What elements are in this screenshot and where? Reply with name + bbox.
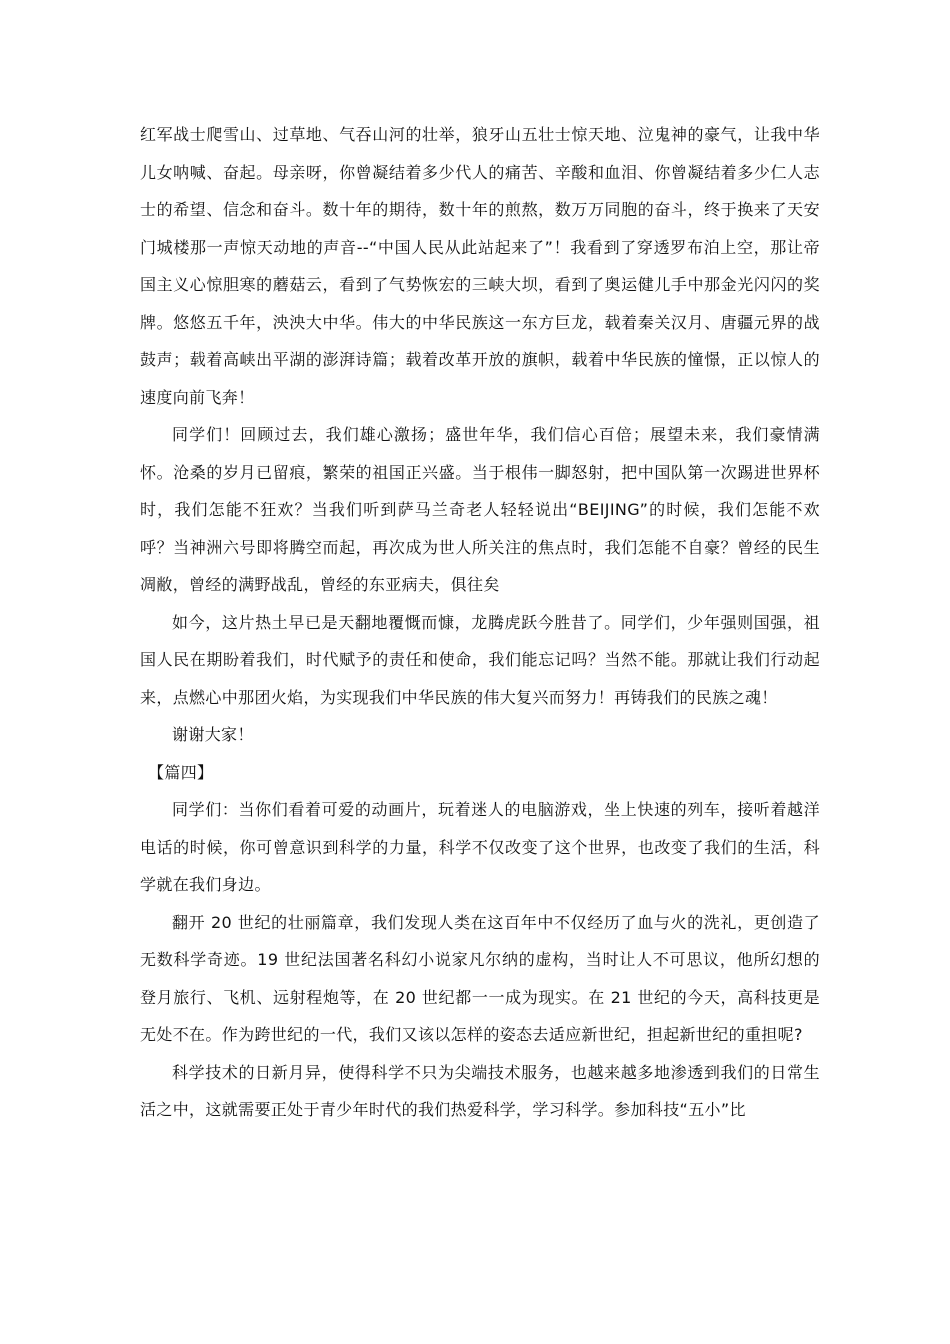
paragraph-thanks: 谢谢大家！ <box>172 725 254 744</box>
section-title: 【篇四】 <box>148 762 214 782</box>
paragraph-science-daily-life: 科学技术的日新月异，使得科学不只为尖端技术服务，也越来越多地渗透到我们的日常生活之中，这就需要正处于青少年时代的我们热爱科学，学习科学。参加科技“五小”比 <box>140 1062 820 1119</box>
paragraph-nowadays: 如今，这片热土早已是天翻地覆慨而慷，龙腾虎跃今胜昔了。同学们，少年强则国强，祖国人民在期盼着我们，时代赋予的责任和使命，我们能忘记吗？当然不能。那就让我们行动起来，点燃心中那团火焰，为实现我们中华民族的伟大复兴而努力！再铸我们的民族之魂！ <box>140 612 820 707</box>
paragraph-red-army: 红军战士爬雪山、过草地、气吞山河的壮举，狼牙山五壮士惊天地、泣鬼神的豪气，让我中华儿女呐喊、奋起。母亲呀，你曾凝结着多少代人的痛苦、辛酸和血泪、你曾凝结着多少仁人志士的希望、信念和奋斗。数十年的期待，数十年的煎熬，数万万同胞的奋斗，终于换来了天安门城楼那一声惊天动地的声音--“中国人民从此站起来了”！我看到了穿透罗布泊上空，那让帝国主义心惊胆寒的蘑菇云，看到了气势恢宏的三峡大坝，看到了奥运健儿手中那金光闪闪的奖牌。悠悠五千年，泱泱大中华。伟大的中华民族这一东方巨龙，载着秦关汉月、唐疆元界的战鼓声；载着高峡出平湖的澎湃诗篇；载着改革开放的旗帜，载着中华民族的憧憬，正以惊人的速度向前飞奔！ <box>140 125 820 407</box>
paragraph-science-intro: 同学们：当你们看着可爱的动画片，玩着迷人的电脑游戏，坐上快速的列车，接听着越洋电话的时候，你可曾意识到科学的力量，科学不仅改变了这个世界，也改变了我们的生活，科学就在我们身边。 <box>140 800 820 894</box>
paragraph-classmates-review: 同学们！回顾过去，我们雄心激扬；盛世年华，我们信心百倍；展望未来，我们豪情满怀。沧桑的岁月已留痕，繁荣的祖国正兴盛。当于根伟一脚怒射，把中国队第一次踢进世界杯时，我们怎能不狂欢？当我们听到萨马兰奇老人轻轻说出“BEIJING”的时候，我们怎能不欢呼？当神洲六号即将腾空而起，再次成为世人所关注的焦点时，我们怎能不自豪？曾经的民生凋敝，曾经的满野战乱，曾经的东亚病夫，俱往矣 <box>140 425 820 594</box>
document-body <box>140 116 820 1129</box>
paragraph-twentieth-century: 翻开 20 世纪的壮丽篇章，我们发现人类在这百年中不仅经历了血与火的洗礼，更创造了无数科学奇迹。19 世纪法国著名科幻小说家凡尔纳的虚构，当时让人不可思议，他所幻想的登月旅行、飞机、远射程炮等，在 20 世纪都一一成为现实。在 21 世纪的今天，高科技更是无处不在。作为跨世纪的一代，我们又该以怎样的姿态去适应新世纪，担起新世纪的重担呢? <box>140 912 820 1044</box>
